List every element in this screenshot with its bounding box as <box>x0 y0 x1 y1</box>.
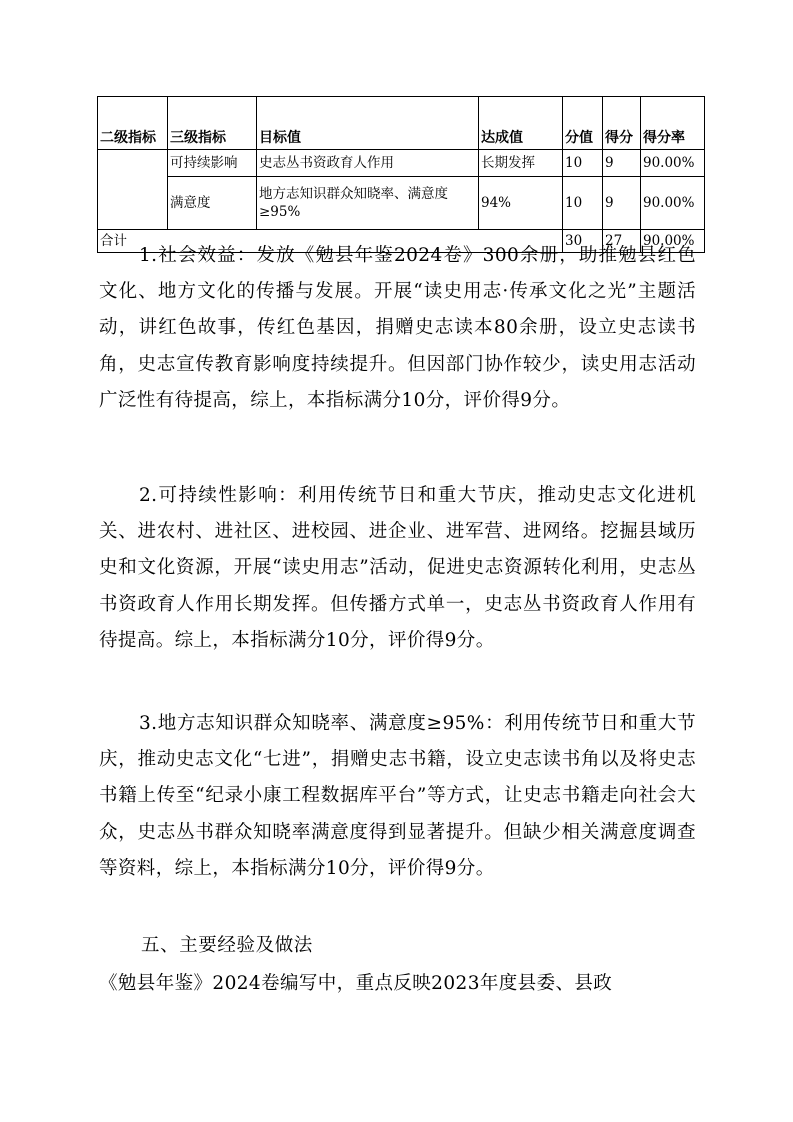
paragraph-satisfaction <box>99 706 696 887</box>
cell-rate: 90.00% <box>641 150 705 177</box>
table-header-row <box>98 97 705 150</box>
cell-rate: 90.00% <box>641 177 705 230</box>
header-score: 得分 <box>603 97 641 150</box>
cell-total-rate: 90.00% <box>641 230 705 253</box>
cell-achieved: 长期发挥 <box>479 150 563 177</box>
paragraph-closing <box>99 966 696 1002</box>
paragraph-text: 1.社会效益：发放《勉县年鉴2024卷》300余册，助推勉县红色文化、地方文化的传播与发展。开展“读史用志·传承文化之光”主题活动，讲红色故事，传红色基因，捐赠史志读本80余册，设立史志读书角，史志宣传教育影响度持续提升。但因部门协作较少，读史用志活动广泛性有待提高，综上，本指标满分10分，评价得9分。 <box>99 245 696 411</box>
paragraph-text: 《勉县年鉴》2024卷编写中，重点反映2023年度县委、县政 <box>99 973 613 994</box>
cell-target: 史志丛书资政育人作用 <box>257 150 479 177</box>
cell-level3: 满意度 <box>168 177 257 230</box>
table-row <box>98 150 705 177</box>
header-achieved: 达成值 <box>479 97 563 150</box>
cell-total-label: 合计 <box>98 230 563 253</box>
table-row <box>98 177 705 230</box>
section-heading: 五、主要经验及做法 <box>141 935 313 956</box>
level2-empty-cell <box>98 150 168 230</box>
header-level3: 三级指标 <box>168 97 257 150</box>
cell-target: 地方志知识群众知晓率、满意度≥95% <box>257 177 479 230</box>
paragraph-text: 3.地方志知识群众知晓率、满意度≥95%：利用传统节日和重大节庆，推动史志文化“七进”，捐赠史志书籍，设立史志读书角以及将史志书籍上传至“纪录小康工程数据库平台”等方式，让史志书籍走向社会大众，史志丛书群众知晓率满意度得到显著提升。但缺少相关满意度调查等资料，综上，本指标满分10分，评价得9分。 <box>99 713 696 879</box>
cell-score-value: 10 <box>563 177 603 230</box>
header-score-value: 分值 <box>563 97 603 150</box>
cell-score-value: 10 <box>563 150 603 177</box>
header-target: 目标值 <box>257 97 479 150</box>
paragraph-text: 2.可持续性影响：利用传统节日和重大节庆，推动史志文化进机关、进农村、进社区、进校园、进企业、进军营、进网络。挖掘县域历史和文化资源，开展“读史用志”活动，促进史志资源转化利用，史志丛书资政育人作用长期发挥。但传播方式单一，史志丛书资政育人作用有待提高。综上，本指标满分10分，评价得9分。 <box>99 485 696 651</box>
paragraph-sustainable-impact <box>99 478 696 659</box>
performance-table <box>97 96 705 253</box>
paragraph-social-benefit <box>99 238 696 419</box>
cell-score: 9 <box>603 177 641 230</box>
cell-achieved: 94% <box>479 177 563 230</box>
cell-score: 9 <box>603 150 641 177</box>
header-rate: 得分率 <box>641 97 705 150</box>
cell-total-score: 27 <box>603 230 641 253</box>
header-level2: 二级指标 <box>98 97 168 150</box>
cell-level3: 可持续影响 <box>168 150 257 177</box>
cell-total-score-value: 30 <box>563 230 603 253</box>
